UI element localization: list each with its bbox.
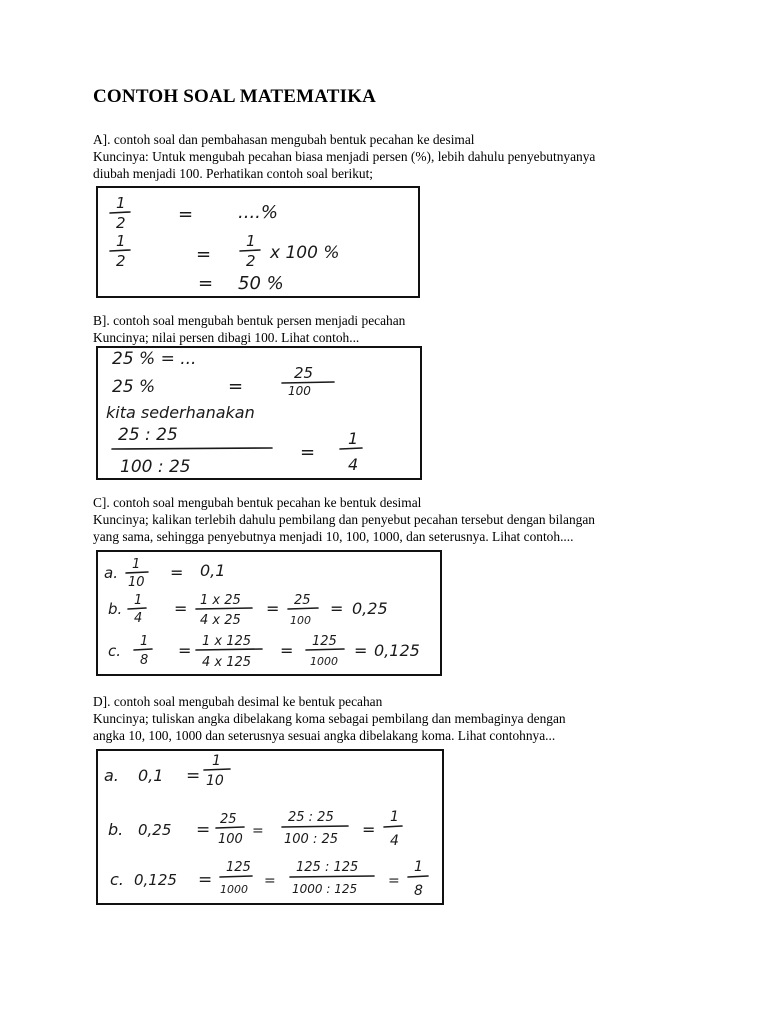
hw-a-r2-den: 2 (116, 252, 126, 270)
hw-d-a-val: 0,1 (138, 766, 164, 785)
hw-d-a-label: a. (104, 766, 119, 785)
handwritten-example-c (96, 550, 442, 676)
hw-c-a-res: 0,1 (200, 561, 226, 580)
hw-c-b-eq1: = (174, 599, 188, 618)
section-d-line: Kuncinya; tuliskan angka dibelakang koma sebagai pembilang dan membaginya dengan (93, 711, 566, 727)
hw-d-c-eq2: = (264, 873, 276, 889)
hw-d-c-eq1: = (198, 870, 213, 890)
hw-b-r4-eq: = (300, 442, 316, 463)
hw-d-b-rden: 4 (390, 833, 399, 849)
hw-c-c-den: 8 (140, 653, 149, 668)
section-d-line: angka 10, 100, 1000 dan seterusnya sesuai angka dibelakang koma. Lihat contohnya... (93, 728, 556, 744)
hw-d-a-num: 1 (212, 753, 221, 769)
section-a-line: diubah menjadi 100. Perhatikan contoh soal berikut; (93, 166, 374, 182)
hw-a-r3-rhs: 50 % (238, 273, 284, 294)
handwritten-example-d (96, 749, 444, 905)
hw-d-c-mden: 1000 : 125 (292, 882, 358, 896)
hw-d-c-rden: 8 (414, 883, 423, 899)
hw-d-c-rnum: 1 (414, 859, 423, 875)
hw-c-b-mnum: 1 x 25 (200, 593, 241, 608)
hw-c-b-num: 1 (134, 593, 143, 608)
hw-c-c-mden: 4 x 125 (202, 655, 252, 670)
hw-c-c-eq1: = (178, 641, 192, 660)
hw-c-c-rden: 1000 (310, 655, 338, 668)
hw-a-r1-rhs: ....% (238, 202, 278, 223)
section-b-line: Kuncinya; nilai persen dibagi 100. Lihat contoh... (93, 330, 360, 346)
section-b-heading: B]. contoh soal mengubah bentuk persen menjadi pecahan (93, 313, 406, 328)
hw-a-r2-num: 1 (116, 232, 126, 250)
hw-b-r4-den: 100 : 25 (120, 457, 191, 477)
hw-c-b-mden: 4 x 25 (200, 613, 241, 628)
hw-b-r4-rden: 4 (348, 455, 359, 474)
hw-c-a-label: a. (104, 564, 118, 582)
hw-b-r3: kita sederhanakan (106, 403, 255, 422)
hw-c-b-res: 0,25 (352, 599, 388, 618)
hw-d-b-label: b. (108, 820, 124, 839)
hw-a-r1-num: 1 (116, 194, 126, 212)
hw-d-c-mnum: 125 : 125 (296, 860, 359, 875)
hw-c-a-num: 1 (132, 557, 141, 572)
hw-d-b-mden: 100 : 25 (284, 832, 338, 847)
hw-d-b-eq1: = (196, 820, 211, 840)
hw-c-c-rnum: 125 (312, 634, 337, 649)
hw-c-b-eq3: = (330, 599, 344, 618)
hw-d-b-val: 0,25 (138, 821, 172, 839)
page-title: CONTOH SOAL MATEMATIKA (93, 86, 377, 107)
hw-c-a-den: 10 (128, 575, 145, 590)
hw-d-a-den: 10 (206, 773, 224, 789)
hw-d-c-eq3: = (388, 873, 400, 889)
hw-c-c-eq3: = (354, 641, 368, 660)
hw-a-r2-rest: x 100 % (270, 243, 340, 263)
hw-d-b-mnum: 25 : 25 (288, 810, 334, 825)
hw-b-r4-num: 25 : 25 (118, 425, 178, 445)
hw-d-b-num: 25 (220, 812, 237, 827)
section-a-text (93, 131, 713, 183)
hw-c-b-rden: 100 (290, 614, 311, 627)
hw-c-c-res: 0,125 (374, 641, 420, 660)
hw-d-c-num: 125 (226, 860, 251, 875)
hw-c-b-den: 4 (134, 611, 143, 626)
hw-c-c-label: c. (108, 642, 122, 660)
hw-c-c-num: 1 (140, 634, 149, 649)
hw-a-r2-fden: 2 (246, 252, 256, 270)
hw-d-b-den: 100 (218, 832, 243, 847)
hw-d-a-eq: = (186, 766, 201, 786)
hw-c-a-eq: = (170, 563, 184, 582)
hw-a-r1-eq: = (178, 204, 194, 225)
hw-d-b-eq2: = (252, 823, 264, 839)
section-d-text (93, 693, 713, 745)
hw-b-r2-eq: = (228, 376, 244, 397)
section-d-heading: D]. contoh soal mengubah desimal ke bentuk pecahan (93, 694, 383, 709)
section-c-heading: C]. contoh soal mengubah bentuk pecahan ke bentuk desimal (93, 495, 422, 510)
hw-d-b-eq3: = (362, 820, 376, 839)
hw-c-c-eq2: = (280, 641, 294, 660)
section-c-line: Kuncinya; kalikan terlebih dahulu pembilang dan penyebut pecahan tersebut dengan bilangan (93, 512, 595, 528)
hw-b-r2-num: 25 (294, 364, 314, 382)
hw-c-b-eq2: = (266, 599, 280, 618)
hw-d-b-rnum: 1 (390, 809, 399, 825)
section-b-text (93, 312, 713, 346)
section-a-heading: A]. contoh soal dan pembahasan mengubah bentuk pecahan ke desimal (93, 132, 475, 147)
hw-a-r1-den: 2 (116, 214, 126, 232)
section-a-line: Kuncinya: Untuk mengubah pecahan biasa menjadi persen (%), lebih dahulu penyebutnyanya (93, 149, 596, 165)
hw-d-c-label: c. (110, 870, 124, 889)
hw-c-b-label: b. (108, 600, 123, 618)
hw-a-r2-fnum: 1 (246, 232, 256, 250)
section-c-line: yang sama, sehingga penyebutnya menjadi 10, 100, 1000, dan seterusnya. Lihat contoh.... (93, 529, 574, 545)
hw-d-c-den: 1000 (220, 883, 248, 896)
hw-b-r1: 25 % = ... (112, 349, 197, 369)
hw-d-c-val: 0,125 (134, 871, 177, 889)
hw-c-b-rnum: 25 (294, 593, 311, 608)
hw-a-r2-eq: = (196, 244, 212, 265)
handwritten-example-a (96, 186, 420, 298)
hw-b-r2-den: 100 (288, 384, 311, 398)
hw-c-c-mnum: 1 x 125 (202, 634, 252, 649)
handwritten-example-b (96, 346, 422, 480)
hw-a-r3-eq: = (198, 273, 214, 294)
hw-b-r4-rnum: 1 (348, 429, 359, 448)
hw-b-r2-lhs: 25 % (112, 377, 156, 397)
section-c-text (93, 494, 713, 546)
